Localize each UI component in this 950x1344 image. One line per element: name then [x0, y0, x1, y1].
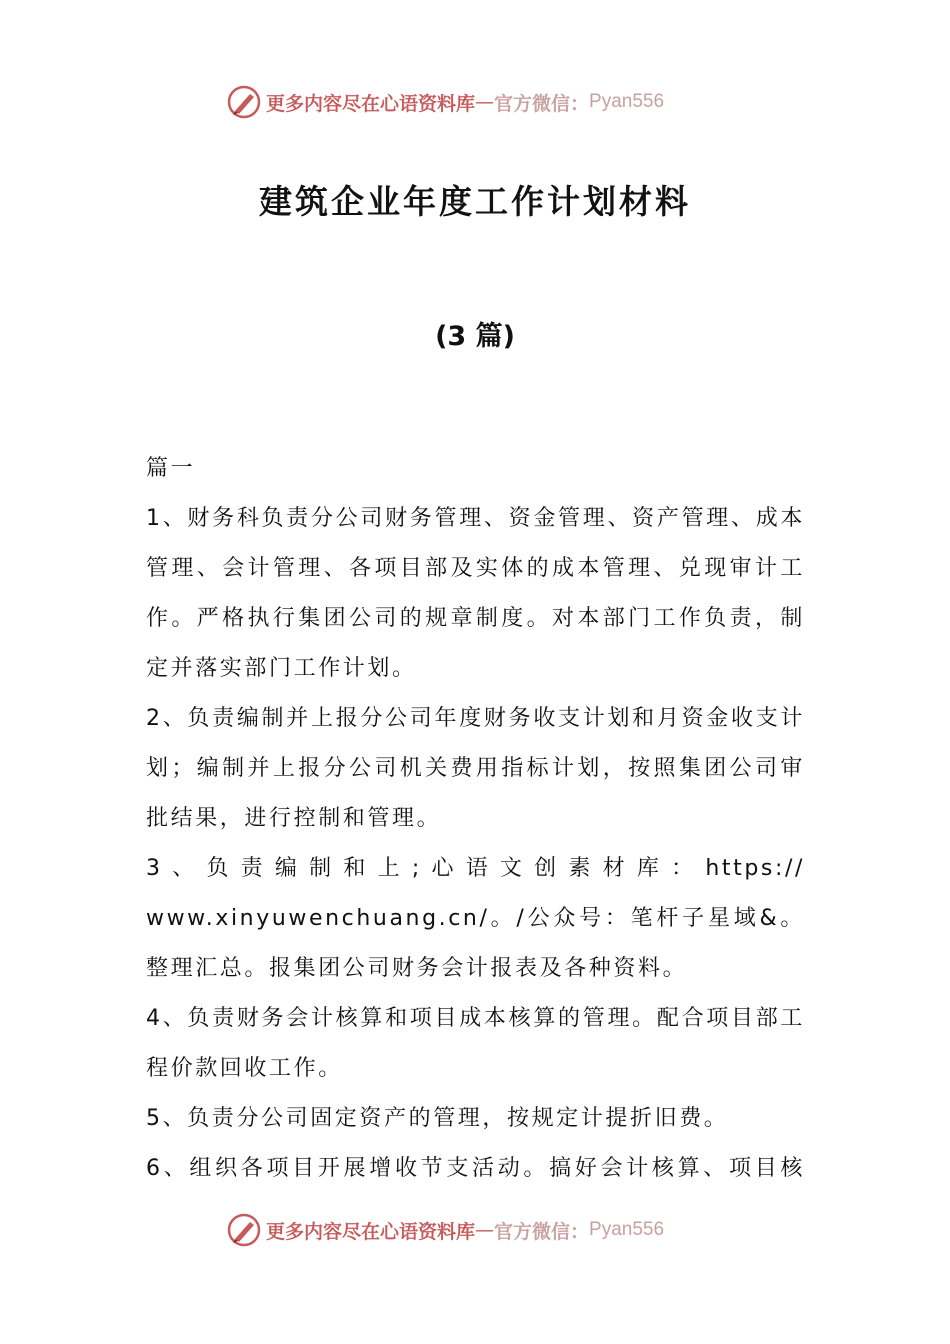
watermark-dash: — — [475, 91, 495, 113]
watermark-banner-bottom — [226, 1210, 726, 1250]
watermark-label: 官方微信： — [494, 1220, 590, 1243]
paragraph-4: 4、负责财务会计核算和项目成本核算的管理。配合项目部工程价款回收工作。 — [146, 1006, 805, 1081]
watermark-banner-top — [226, 82, 726, 122]
document-subtitle: (3 篇) — [435, 321, 515, 352]
watermark-id: Pyan556 — [589, 1219, 665, 1240]
document-body — [146, 444, 805, 1194]
watermark-dash: — — [475, 1219, 495, 1241]
watermark-label: 官方微信： — [494, 92, 590, 115]
paragraph-6: 6、组织各项目开展增收节支活动。搞好会计核算、项目核 — [146, 1156, 805, 1181]
paragraph-2: 2、负责编制并上报分公司年度财务收支计划和月资金收支计划；编制并上报分公司机关费用指标计划，按照集团公司审批结果，进行控制和管理。 — [146, 706, 805, 831]
watermark-id: Pyan556 — [589, 91, 665, 112]
watermark-text: 更多内容尽在心语资料库 — [266, 92, 476, 115]
pen-logo-icon — [226, 84, 262, 120]
paragraph-3: 3 、 负 责 编 制 和 上 ; 心 语 文 创 素 材 库 ： https:// www.xinyuwenchuang.cn/。/公众号：笔杆子星域&。整理汇总。报集团公司财务会计报表及各种资料。 — [146, 856, 805, 981]
pen-logo-icon — [226, 1212, 262, 1248]
paragraph-5: 5、负责分公司固定资产的管理，按规定计提折旧费。 — [146, 1106, 729, 1131]
section-heading: 篇一 — [146, 456, 196, 481]
watermark-text: 更多内容尽在心语资料库 — [266, 1220, 476, 1243]
paragraph-1: 1、财务科负责分公司财务管理、资金管理、资产管理、成本管理、会计管理、各项目部及实体的成本管理、兑现审计工作。严格执行集团公司的规章制度。对本部门工作负责，制定并落实部门工作计划。 — [146, 506, 805, 681]
document-title: 建筑企业年度工作计划材料 — [259, 182, 691, 221]
